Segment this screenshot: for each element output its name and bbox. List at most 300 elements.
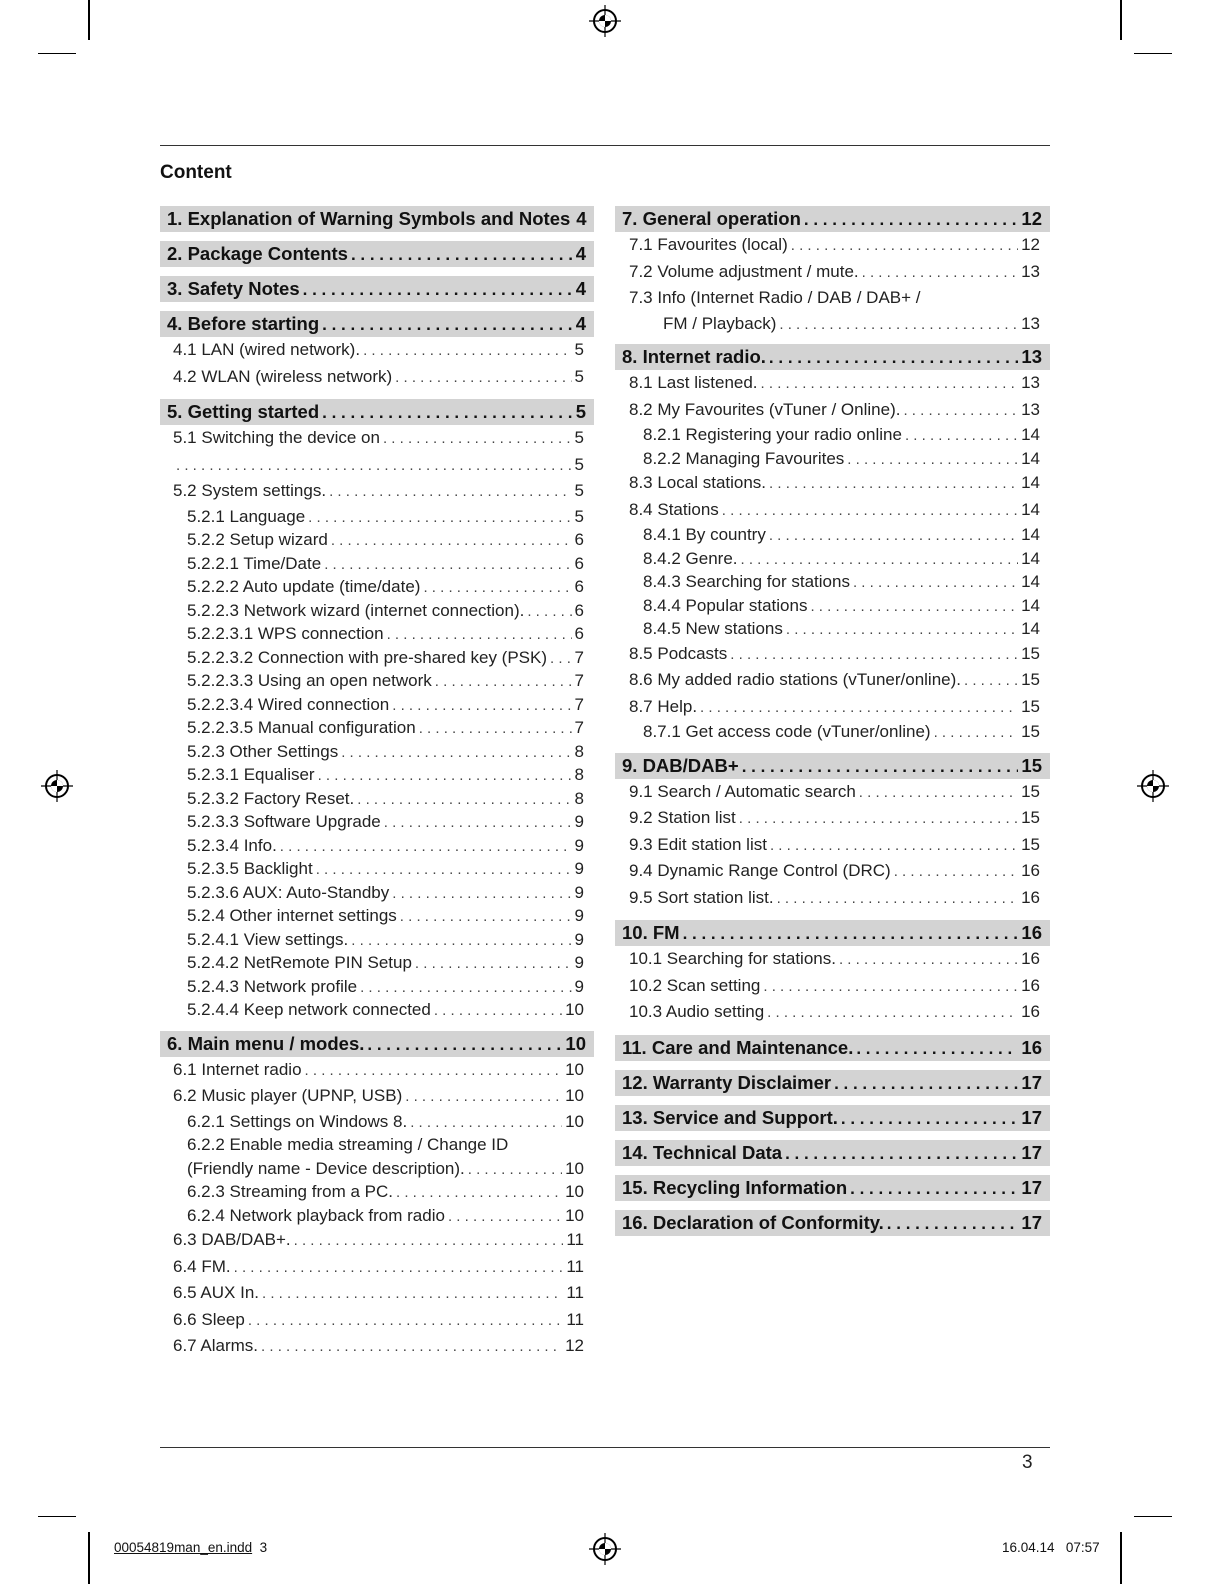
entry-title: 6.2.1 Settings on Windows 8. (187, 1111, 408, 1131)
dot-leader (262, 1281, 563, 1308)
entry-page-number: 6 (574, 553, 584, 573)
dot-leader (324, 553, 571, 577)
entry-title: 8.5 Podcasts (629, 643, 728, 663)
entry-page-number: 11 (566, 1309, 584, 1329)
toc-entry[interactable] (615, 547, 1050, 571)
dot-leader (859, 780, 1018, 807)
chapter-title: 16. Declaration of Conformity. (622, 1211, 884, 1233)
entry-title: 7.1 Favourites (local) (629, 235, 788, 254)
toc-section (615, 1035, 1050, 1061)
toc-chapter-heading[interactable] (160, 1031, 594, 1057)
entry-page-number: 8 (574, 741, 584, 761)
entry-page-number: 13 (1021, 399, 1040, 419)
dot-leader (351, 242, 573, 268)
toc-section (160, 311, 594, 390)
toc-entry[interactable] (160, 1180, 594, 1204)
toc-entry[interactable] (160, 716, 594, 740)
dot-leader (804, 207, 1019, 233)
dot-leader (839, 947, 1018, 974)
dot-leader (329, 479, 571, 506)
dot-leader (856, 1036, 1018, 1062)
dot-leader (396, 1181, 562, 1205)
toc-chapter-heading[interactable] (160, 206, 594, 232)
entry-page-number: 14 (1021, 448, 1040, 468)
entry-title: 5.1 Switching the device on (173, 428, 380, 447)
slug-date: 16.04.14 (1002, 1540, 1055, 1555)
top-rule (160, 145, 1050, 146)
toc-entry[interactable] (160, 1133, 594, 1157)
toc-entry[interactable] (160, 1157, 594, 1181)
entry-title: 8.1 Last listened. (629, 373, 758, 392)
entry-page-number: 14 (1021, 473, 1040, 492)
entry-title: 5.2.2.3 Network wizard (internet connection). (187, 600, 525, 620)
toc-entry[interactable] (160, 740, 594, 764)
entry-title: 5.2.2.3.5 Manual configuration (187, 718, 416, 737)
dot-leader (248, 1308, 564, 1335)
chapter-title: 1. Explanation of Warning Symbols and Notes (167, 208, 571, 229)
toc-section (615, 1210, 1050, 1236)
dot-leader (785, 1141, 1018, 1167)
entry-page-number: 10 (565, 1059, 584, 1079)
entry-page-number: 9 (574, 882, 584, 902)
entry-title: 4.2 WLAN (wireless network) (173, 366, 393, 386)
dot-leader (887, 1211, 1019, 1237)
entry-page-number: 15 (1021, 781, 1040, 801)
chapter-title: 13. Service and Support. (622, 1106, 838, 1128)
entry-page-number: 5 (574, 340, 584, 359)
entry-title: 9.2 Station list (629, 808, 736, 827)
entry-title: 6.2.2 Enable media streaming / Change ID (187, 1135, 509, 1154)
toc-entry[interactable] (160, 478, 594, 505)
dot-leader (261, 1334, 562, 1361)
dot-leader (363, 338, 571, 365)
entry-page-number: 9 (574, 976, 584, 996)
dot-leader (905, 424, 1018, 448)
toc-entry[interactable] (160, 1254, 594, 1281)
dot-leader (739, 806, 1018, 833)
entry-page-number: 6 (574, 600, 584, 620)
dot-leader (853, 571, 1018, 595)
dot-leader (351, 929, 571, 953)
chapter-page-number: 12 (1021, 208, 1042, 229)
toc-entry[interactable] (160, 1307, 594, 1334)
chapter-page-number: 17 (1021, 1106, 1042, 1128)
dot-leader (405, 1084, 562, 1111)
entry-page-number: 13 (1021, 373, 1040, 392)
entry-title: 8.4.3 Searching for stations (643, 572, 850, 591)
entry-title: 6.7 Alarms. (173, 1336, 259, 1355)
toc-entry[interactable] (160, 975, 594, 999)
entry-page-number: 14 (1021, 499, 1040, 519)
toc-entry[interactable] (160, 693, 594, 717)
entry-title: 8.4.4 Popular stations (643, 595, 808, 615)
entry-title: 9.1 Search / Automatic search (629, 781, 856, 801)
entry-title: 5.2.2.3.4 Wired connection (187, 694, 390, 714)
chapter-page-number: 10 (565, 1032, 586, 1054)
toc-entry[interactable] (615, 423, 1050, 447)
toc-entry[interactable] (160, 1083, 594, 1110)
toc-entry[interactable] (160, 552, 594, 576)
toc-entry[interactable] (615, 999, 1050, 1026)
crop-mark (1134, 53, 1172, 54)
toc-entry[interactable] (615, 885, 1050, 912)
entry-title: 5.2.4 Other internet settings (187, 906, 397, 925)
toc-section (160, 399, 594, 1022)
toc-entry[interactable] (615, 694, 1050, 721)
dot-leader (763, 974, 1018, 1001)
entry-title: 8.7 Help. (629, 696, 698, 716)
entry-page-number: 12 (565, 1336, 584, 1355)
dot-leader (683, 921, 1019, 947)
toc-entry[interactable] (160, 575, 594, 599)
entry-title: 8.7.1 Get access code (vTuner/online) (643, 722, 931, 741)
dot-leader (862, 260, 1018, 287)
dot-leader (769, 524, 1018, 548)
entry-title: 8.4.2 Genre. (643, 548, 738, 568)
dot-leader (741, 548, 1019, 572)
dot-leader (770, 833, 1018, 860)
entry-title: 6.5 AUX In. (173, 1283, 259, 1302)
toc-entry[interactable] (160, 904, 594, 928)
dot-leader (176, 453, 572, 480)
toc-entry[interactable] (615, 720, 1050, 744)
toc-chapter-heading[interactable] (615, 1070, 1050, 1096)
dot-leader (392, 882, 571, 906)
entry-page-number: 11 (566, 1256, 584, 1276)
dot-leader (786, 618, 1018, 642)
toc-left-column (160, 206, 594, 1369)
bottom-rule (160, 1447, 1050, 1448)
dot-leader (303, 277, 573, 303)
entry-page-number: 14 (1021, 572, 1040, 591)
toc-entry[interactable] (615, 667, 1050, 694)
entry-title: 5.2.3.6 AUX: Auto-Standby (187, 882, 390, 902)
entry-page-number: 5 (574, 428, 584, 447)
toc-section (160, 1031, 594, 1360)
entry-page-number: 5 (574, 506, 584, 526)
entry-title: 5.2.2.1 Time/Date (187, 553, 322, 573)
crop-mark (38, 1516, 76, 1517)
toc-entry[interactable] (615, 285, 1050, 312)
entry-title: 10.3 Audio setting (629, 1002, 765, 1021)
entry-title: 5.2.3.5 Backlight (187, 859, 313, 878)
crop-mark (1120, 1532, 1122, 1584)
toc-entry[interactable] (160, 599, 594, 623)
toc-chapter-heading[interactable] (615, 1210, 1050, 1236)
dot-leader (423, 576, 571, 600)
dot-leader (360, 976, 571, 1000)
toc-section (615, 1105, 1050, 1131)
dot-leader (847, 448, 1018, 472)
entry-title: 8.4.1 By country (643, 525, 766, 544)
entry-title: 8.6 My added radio stations (vTuner/online). (629, 670, 961, 689)
toc-entry[interactable] (615, 232, 1050, 259)
dot-leader (742, 754, 1019, 780)
toc-entry[interactable] (160, 1227, 594, 1254)
toc-entry[interactable] (160, 763, 594, 787)
toc-entry[interactable] (615, 523, 1050, 547)
toc-chapter-heading[interactable] (615, 206, 1050, 232)
entry-title: 6.2 Music player (UPNP, USB) (173, 1086, 403, 1105)
toc-chapter-heading[interactable] (615, 1105, 1050, 1131)
entry-title: 6.1 Internet radio (173, 1059, 302, 1079)
toc-entry[interactable] (160, 1204, 594, 1228)
toc-entry[interactable] (615, 805, 1050, 832)
dot-leader (318, 764, 572, 788)
entry-title: 7.3 Info (Internet Radio / DAB / DAB+ / (629, 288, 921, 307)
dot-leader (419, 717, 572, 741)
entry-title: 5.2.2.2 Auto update (time/date) (187, 577, 421, 596)
entry-title: 8.2.2 Managing Favourites (643, 448, 845, 468)
entry-page-number: 9 (574, 929, 584, 949)
toc-entry[interactable] (615, 779, 1050, 806)
dot-leader (769, 345, 1019, 371)
toc-entry[interactable] (615, 617, 1050, 641)
dot-leader (767, 1000, 1018, 1027)
entry-title: 5.2.2.3.2 Connection with pre-shared key (PSK) (187, 647, 548, 667)
toc-section (615, 753, 1050, 912)
chapter-title: 6. Main menu / modes. (167, 1032, 365, 1054)
entry-title: 8.2 My Favourites (vTuner / Online). (629, 399, 901, 419)
entry-title: 10.2 Scan setting (629, 975, 761, 995)
dot-leader (400, 905, 572, 929)
entry-page-number: 10 (565, 1205, 584, 1225)
entry-title: 8.4.5 New stations (643, 619, 783, 638)
entry-page-number: 14 (1021, 425, 1040, 444)
chapter-page-number: 13 (1021, 346, 1042, 367)
toc-entry[interactable] (615, 470, 1050, 497)
dot-leader (387, 623, 572, 647)
entry-title: 9.4 Dynamic Range Control (DRC) (629, 861, 891, 880)
toc-entry[interactable] (615, 447, 1050, 471)
entry-title: 5.2.4.1 View settings. (187, 929, 349, 949)
toc-entry[interactable] (160, 998, 594, 1022)
chapter-title: 7. General operation (622, 208, 801, 229)
toc-entry[interactable] (160, 928, 594, 952)
entry-title: 5.2.2.3.1 WPS connection (187, 624, 384, 643)
entry-title: 5.2.3.4 Info. (187, 835, 277, 855)
entry-page-number: 10 (565, 1000, 584, 1019)
entry-page-number: 7 (574, 671, 584, 690)
entry-title: 8.4 Stations (629, 499, 719, 519)
entry-title: 5.2.4.4 Keep network connected (187, 1000, 431, 1019)
crop-mark (88, 0, 90, 40)
toc-chapter-heading[interactable] (615, 1140, 1050, 1166)
entry-page-number: 10 (565, 1158, 584, 1178)
toc-section (160, 241, 594, 267)
crop-mark (88, 1532, 90, 1584)
entry-page-number: 15 (1021, 643, 1040, 663)
toc-entry[interactable] (160, 364, 594, 391)
toc-chapter-heading[interactable] (615, 1175, 1050, 1201)
dot-leader (322, 400, 573, 426)
entry-title: 8.3 Local stations. (629, 473, 767, 492)
entry-page-number: 6 (574, 530, 584, 549)
toc-entry[interactable] (160, 452, 594, 479)
toc-chapter-heading[interactable] (160, 311, 594, 337)
toc-entry[interactable] (615, 858, 1050, 885)
dot-leader (934, 721, 1019, 745)
toc-entry[interactable] (615, 570, 1050, 594)
toc-entry[interactable] (615, 259, 1050, 286)
entry-page-number: 5 (574, 366, 584, 386)
toc-chapter-heading[interactable] (615, 753, 1050, 779)
toc-section (160, 206, 594, 232)
dot-leader (700, 695, 1018, 722)
dot-leader (722, 498, 1018, 525)
chapter-title: 3. Safety Notes (167, 278, 300, 299)
entry-page-number: 11 (566, 1283, 584, 1302)
entry-title: 5.2.1 Language (187, 506, 306, 526)
entry-page-number: 15 (1021, 808, 1040, 827)
entry-title: 5.2.3.3 Software Upgrade (187, 812, 381, 831)
toc-chapter-heading[interactable] (160, 276, 594, 302)
dot-leader (964, 668, 1018, 695)
entry-page-number: 6 (574, 624, 584, 643)
toc-section (615, 1070, 1050, 1096)
toc-section (615, 1175, 1050, 1201)
slug-timestamp (1002, 1540, 1100, 1555)
entry-page-number: 8 (574, 765, 584, 784)
entry-page-number: 9 (574, 859, 584, 878)
toc-section (615, 920, 1050, 1026)
dot-leader (448, 1205, 562, 1229)
toc-entry[interactable] (160, 528, 594, 552)
dot-leader (761, 371, 1019, 398)
entry-page-number: 15 (1021, 670, 1040, 689)
entry-page-number: 9 (574, 812, 584, 831)
dot-leader (435, 670, 572, 694)
entry-title: (Friendly name - Device description). (187, 1158, 465, 1178)
dot-leader (779, 313, 1018, 337)
entry-page-number: 13 (1021, 313, 1040, 333)
toc-chapter-heading[interactable] (615, 344, 1050, 370)
chapter-title: 14. Technical Data (622, 1141, 783, 1163)
crop-mark (1134, 1516, 1172, 1517)
chapter-page-number: 17 (1021, 1071, 1042, 1093)
entry-title: 6.3 DAB/DAB+. (173, 1230, 291, 1249)
toc-section (615, 206, 1050, 335)
entry-page-number: 16 (1021, 975, 1040, 995)
toc-entry[interactable] (160, 505, 594, 529)
entry-page-number: 5 (574, 481, 584, 500)
toc-entry[interactable] (160, 1280, 594, 1307)
toc-entry[interactable] (160, 425, 594, 452)
crop-mark (38, 53, 76, 54)
slug-file (114, 1540, 267, 1555)
chapter-title: 11. Care and Maintenance. (622, 1036, 854, 1058)
toc-entry[interactable] (160, 337, 594, 364)
entry-page-number: 9 (574, 906, 584, 925)
entry-title: FM / Playback) (663, 313, 777, 333)
entry-page-number: 14 (1021, 595, 1040, 615)
entry-title: 4.1 LAN (wired network). (173, 340, 361, 359)
chapter-title: 8. Internet radio. (622, 346, 766, 367)
chapter-page-number: 4 (575, 278, 586, 299)
toc-entry[interactable] (615, 641, 1050, 668)
toc-section (615, 1140, 1050, 1166)
dot-leader (384, 811, 572, 835)
dot-leader (468, 1158, 562, 1182)
toc-chapter-heading[interactable] (160, 399, 594, 425)
toc-entry[interactable] (615, 497, 1050, 524)
toc-entry[interactable] (615, 312, 1050, 336)
toc-entry[interactable] (160, 669, 594, 693)
toc-entry[interactable] (160, 1333, 594, 1360)
entry-page-number: 15 (1021, 722, 1040, 741)
page-number: 3 (1022, 1452, 1033, 1473)
entry-title: 9.5 Sort station list. (629, 887, 774, 907)
entry-title: 6.4 FM. (173, 1256, 231, 1276)
entry-title: 7.2 Volume adjustment / mute. (629, 261, 859, 281)
entry-page-number: 7 (574, 718, 584, 737)
toc-entry[interactable] (160, 810, 594, 834)
toc-entry[interactable] (615, 946, 1050, 973)
registration-mark-icon (589, 1533, 621, 1565)
entry-title: 8.2.1 Registering your radio online (643, 425, 902, 444)
dot-leader (331, 529, 572, 553)
chapter-page-number: 17 (1021, 1176, 1042, 1198)
toc-entry[interactable] (160, 881, 594, 905)
entry-title: 5.2.2.3.3 Using an open network (187, 671, 432, 690)
dot-leader (903, 398, 1018, 425)
registration-mark-icon (41, 770, 73, 802)
toc-entry[interactable] (615, 973, 1050, 1000)
dot-leader (850, 1176, 1018, 1202)
slug-file-page: 3 (259, 1540, 268, 1555)
toc-entry[interactable] (160, 1110, 594, 1134)
entry-title: 5.2.3.2 Factory Reset. (187, 788, 355, 808)
entry-page-number: 14 (1021, 548, 1040, 568)
toc-entry[interactable] (615, 832, 1050, 859)
toc-entry[interactable] (160, 646, 594, 670)
dot-leader (322, 312, 573, 338)
toc-entry[interactable] (160, 787, 594, 811)
chapter-title: 10. FM (622, 922, 680, 943)
entry-page-number: 14 (1021, 619, 1040, 638)
toc-chapter-heading[interactable] (160, 241, 594, 267)
dot-leader (769, 471, 1018, 498)
dot-leader (316, 858, 572, 882)
entry-page-number: 10 (565, 1182, 584, 1201)
chapter-page-number: 4 (575, 243, 586, 264)
toc-entry[interactable] (615, 594, 1050, 618)
entry-title: 6.2.3 Streaming from a PC. (187, 1182, 393, 1201)
toc-entry[interactable] (160, 857, 594, 881)
toc-chapter-heading[interactable] (615, 920, 1050, 946)
chapter-page-number: 17 (1021, 1211, 1042, 1233)
entry-title: 6.2.4 Network playback from radio (187, 1205, 445, 1225)
chapter-title: 12. Warranty Disclaimer (622, 1071, 832, 1093)
dot-leader (841, 1106, 1019, 1132)
chapter-title: 4. Before starting (167, 313, 320, 334)
toc-entry[interactable] (160, 951, 594, 975)
entry-title: 5.2.3.1 Equaliser (187, 765, 315, 784)
entry-page-number: 12 (1021, 235, 1040, 254)
toc-entry[interactable] (160, 834, 594, 858)
dot-leader (894, 859, 1018, 886)
entry-title: 5.2.3 Other Settings (187, 741, 339, 761)
dot-leader (294, 1228, 564, 1255)
toc-entry[interactable] (160, 1057, 594, 1084)
toc-entry[interactable] (615, 370, 1050, 397)
toc-entry[interactable] (160, 622, 594, 646)
chapter-page-number: 4 (575, 313, 586, 334)
dot-leader (280, 835, 572, 859)
toc-entry[interactable] (615, 397, 1050, 424)
slug-time: 07:57 (1065, 1540, 1100, 1555)
toc-chapter-heading[interactable] (615, 1035, 1050, 1061)
